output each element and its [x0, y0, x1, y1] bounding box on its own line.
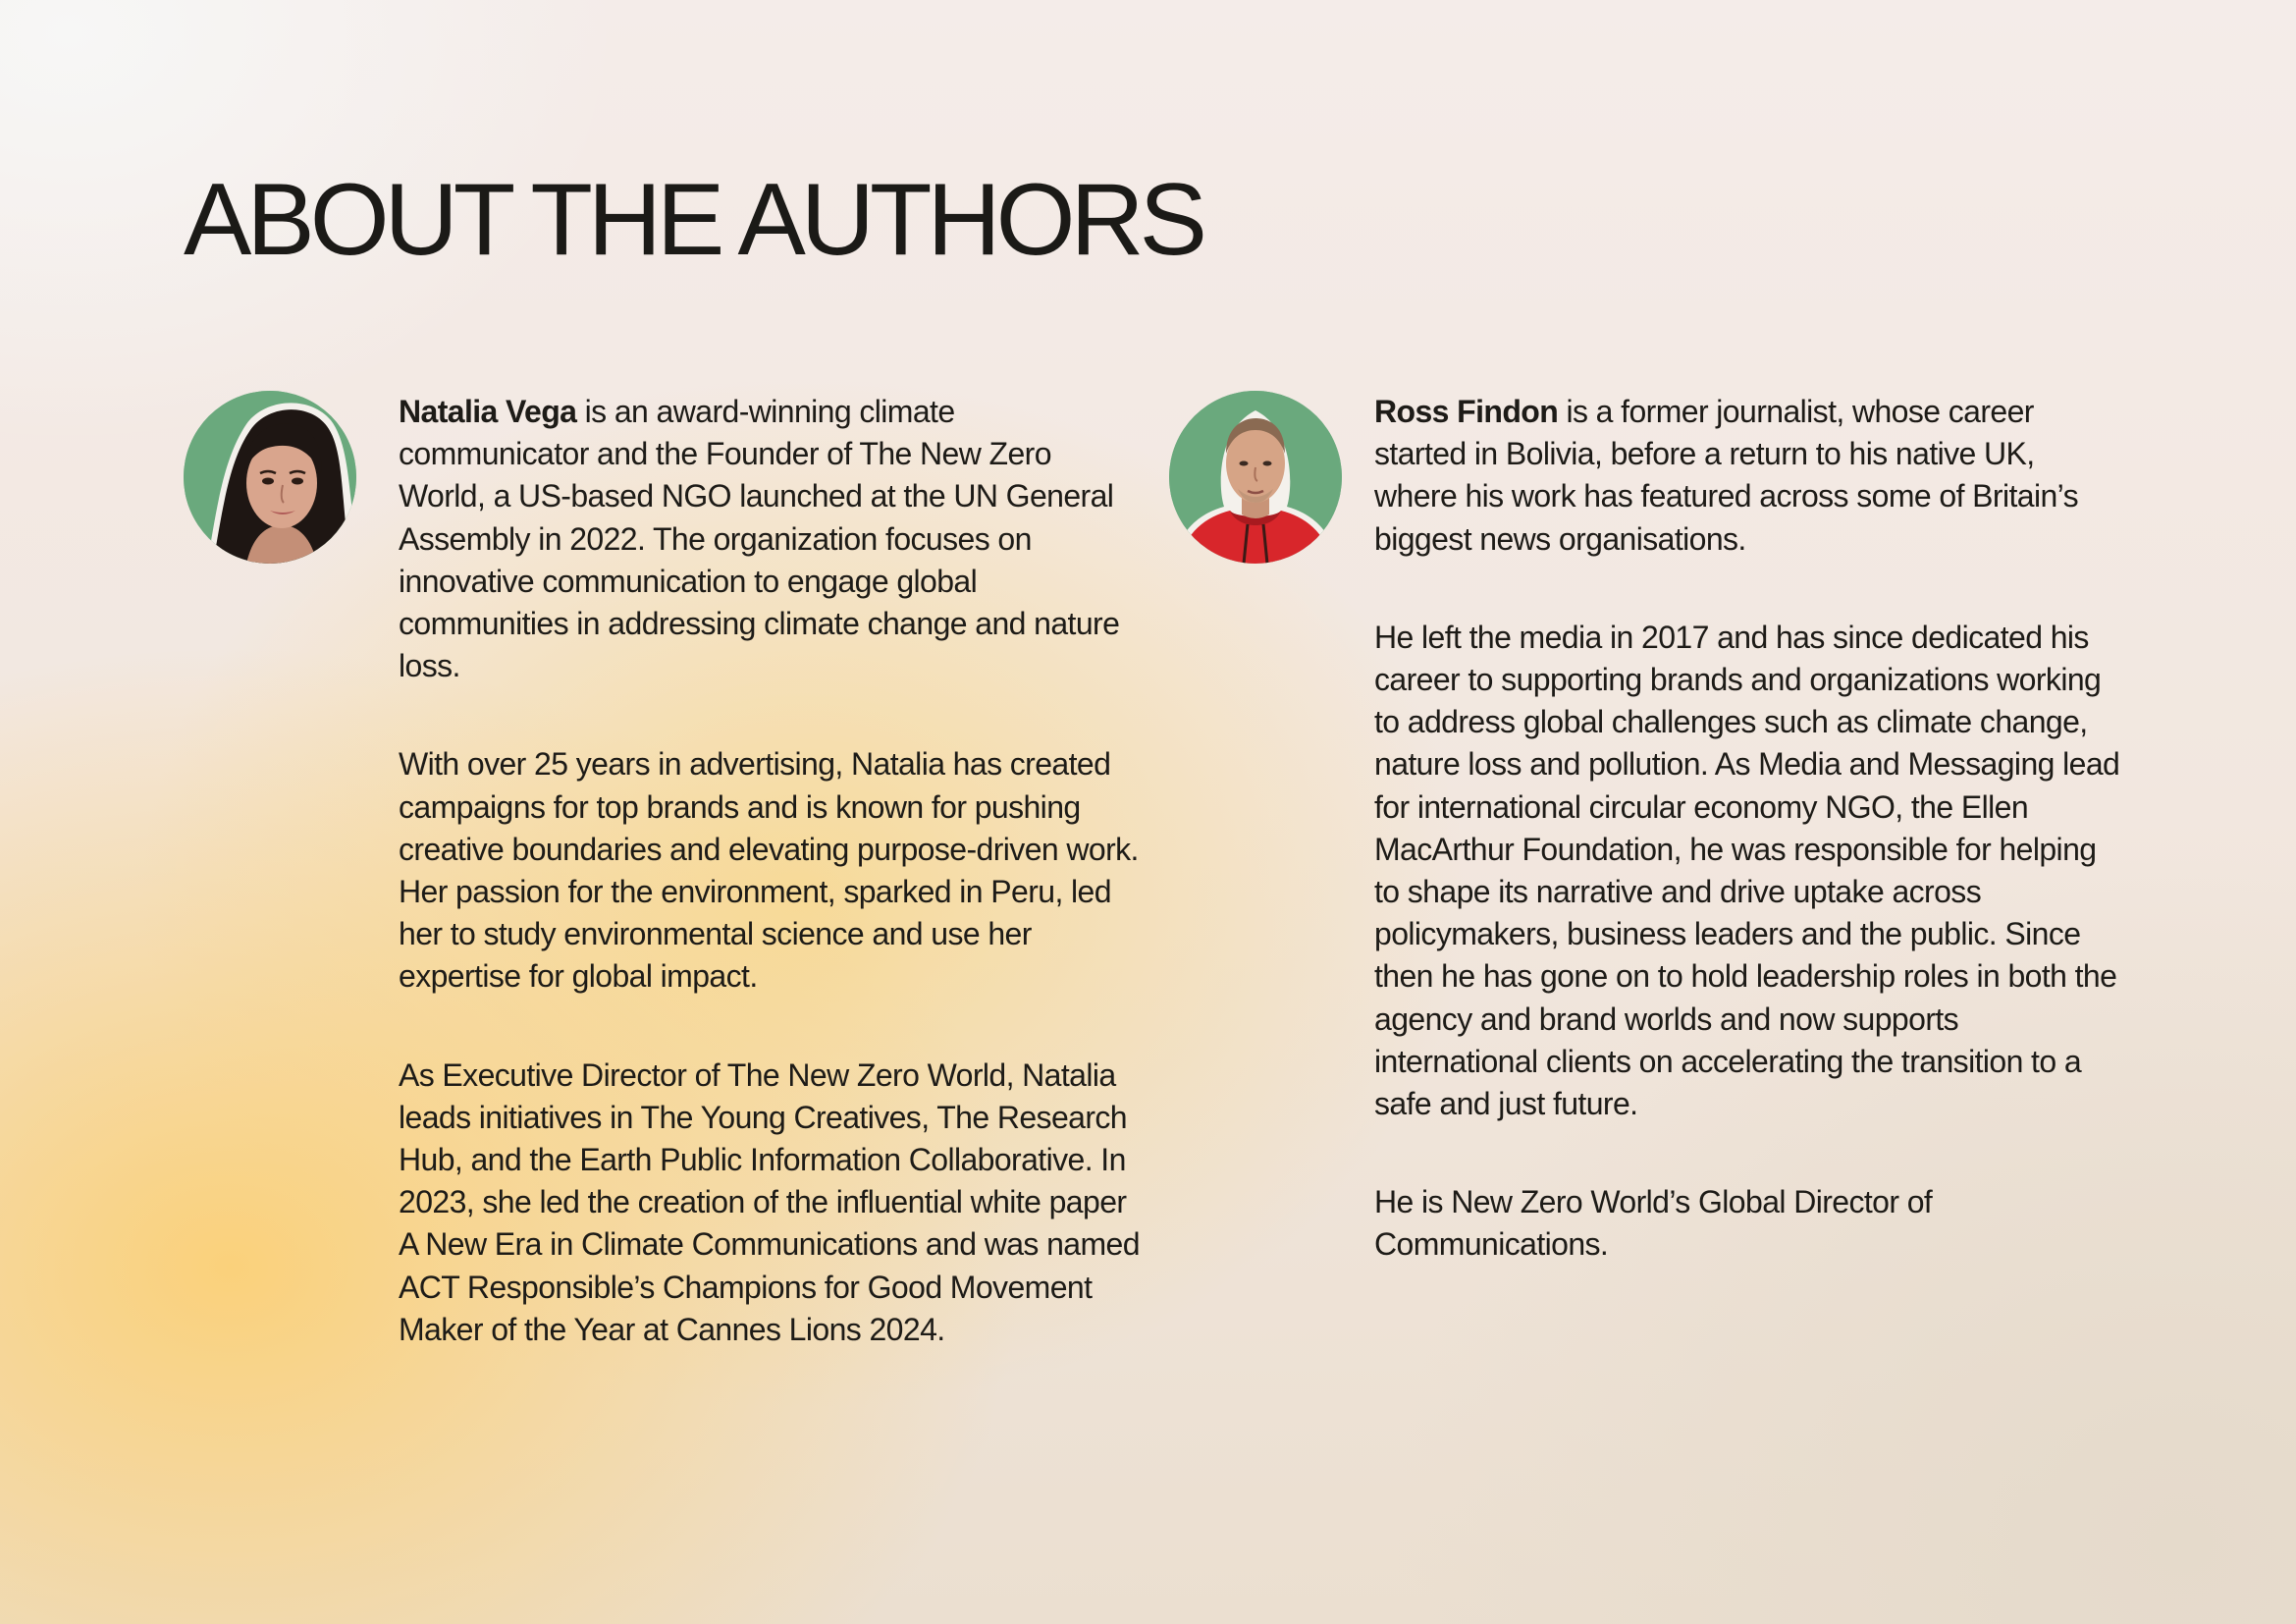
author-name: Ross Findon: [1374, 394, 1559, 429]
bio-paragraph: With over 25 years in advertising, Natalia has created campaigns for top brands and is known for pushing creative boundaries and elevating purpose-driven work. Her passion for the environment, sparked in Peru, led her to study environmental science and use her expertise for global impact.: [399, 746, 1139, 995]
avatar-ross-findon: [1169, 391, 1342, 564]
bio-ross-findon: [1374, 391, 2120, 1323]
bio-intro-paragraph: [1374, 391, 2120, 561]
bio-intro-paragraph: [399, 391, 1145, 687]
portrait-ross-findon-icon: [1169, 391, 1342, 564]
avatar-natalia-vega: [184, 391, 356, 564]
bio-intro-text: is an award-winning climate communicator and the Founder of The New Zero World, a US-based NGO launched at the UN General Assembly in 2022. The organization focuses on innovative communication to engage global communities in addressing climate change and nature loss.: [399, 394, 1120, 684]
bio-paragraph: As Executive Director of The New Zero World, Natalia leads initiatives in The Young Creatives, The Research Hub, and the Earth Public Information Collaborative. In 2023, she led the creation of the influential white paper A New Era in Climate Communications and was named ACT Responsible’s Champions for Good Movement Maker of the Year at Cannes Lions 2024.: [399, 1056, 1140, 1347]
portrait-natalia-vega-icon: [184, 391, 356, 564]
bio-intro-text: is a former journalist, whose career started in Bolivia, before a return to his native UK, where his work has featured across some of Britain’s biggest news organisations.: [1374, 394, 2078, 557]
bio-paragraph: He is New Zero World’s Global Director of Communications.: [1374, 1184, 1933, 1263]
author-name: Natalia Vega: [399, 394, 577, 429]
bio-natalia-vega: [399, 391, 1145, 1407]
bio-paragraph: He left the media in 2017 and has since dedicated his career to supporting brands and organizations working to address global challenges such as climate change, nature loss and pollution. As Media and Messaging lead for international circular economy NGO, the Ellen MacArthur Foundation, he was responsible for helping to shape its narrative and drive uptake across policymakers, business leaders and the public. Since then he has gone on to hold leadership roles in both the agency and brand worlds and now supports international clients on accelerating the transition to a safe and just future.: [1374, 619, 2120, 1122]
page-title: ABOUT THE AUTHORS: [184, 163, 1203, 277]
